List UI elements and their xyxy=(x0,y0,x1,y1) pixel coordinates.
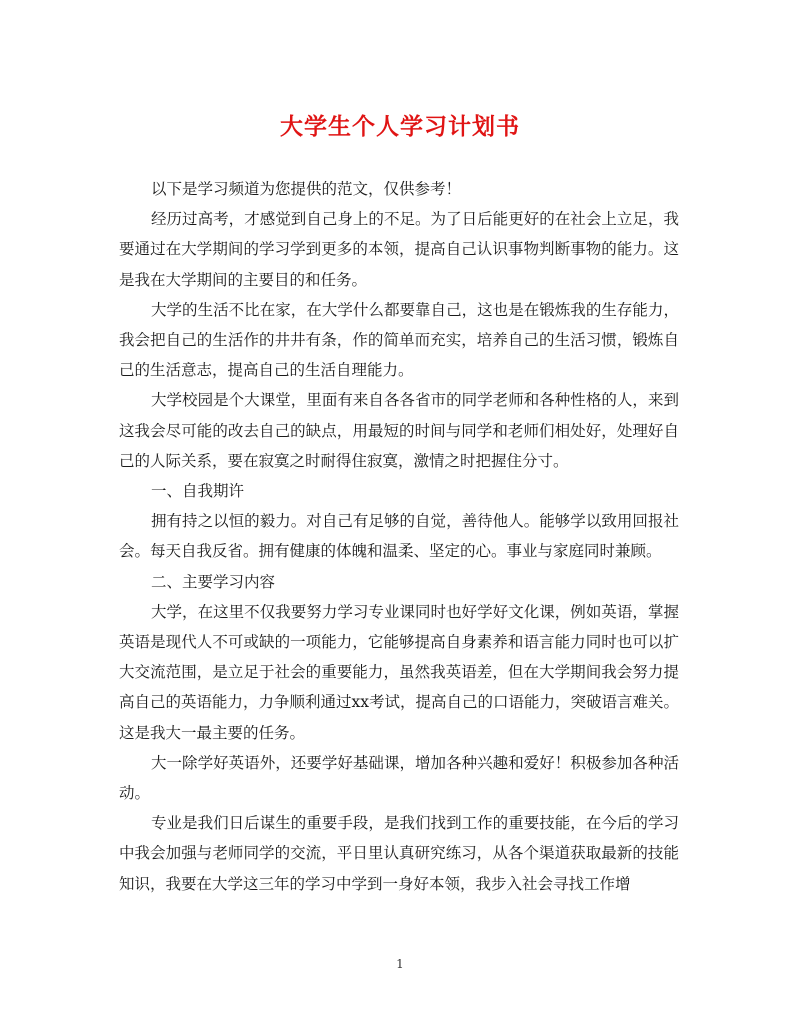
paragraph-english-study: 大学，在这里不仅我要努力学习专业课同时也好学好文化课，例如英语，掌握英语是现代人不可或缺的一项能力，它能够提高自身素养和语言能力同时也可以扩大交流范围，是立足于社会的重要能力，虽然我英语差，但在大学期间我会努力提高自己的英语能力，力争顺利通过xx考试，提高自己的口语能力，突破语言难关。这是我大一最主要的任务。 xyxy=(119,602,679,742)
document-body xyxy=(119,174,679,899)
paragraph-self-expectation: 拥有持之以恒的毅力。对自己有足够的自觉，善待他人。能够学以致用回报社会。每天自我反省。拥有健康的体魄和温柔、坚定的心。事业与家庭同时兼顾。 xyxy=(119,512,679,561)
section-heading-self-expectation: 一、自我期许 xyxy=(151,482,245,501)
paragraph-campus: 大学校园是个大课堂，里面有来自各各省市的同学老师和各种性格的人，来到这我会尽可能的改去自己的缺点，用最短的时间与同学和老师们相处好，处理好自己的人际关系，要在寂寞之时耐得住寂寞，激情之时把握住分寸。 xyxy=(119,391,679,470)
section-heading-study-content: 二、主要学习内容 xyxy=(151,572,276,591)
paragraph-university-life: 大学的生活不比在家，在大学什么都要靠自己，这也是在锻炼我的生存能力，我会把自己的生活作的井井有条，作的简单而充实，培养自己的生活习惯，锻炼自己的生活意志，提高自己的生活自理能力。 xyxy=(119,300,679,380)
paragraph-basic-courses: 大一除学好英语外，还要学好基础课，增加各种兴趣和爱好！积极参加各种活动。 xyxy=(119,753,679,803)
paragraph-intro: 以下是学习频道为您提供的范文，仅供参考！ xyxy=(151,180,462,198)
paragraph-major-skills: 专业是我们日后谋生的重要手段，是我们找到工作的重要技能，在今后的学习中我会加强与老师同学的交流，平日里认真研究练习，从各个渠道获取最新的技能知识，我要在大学这三年的学习中学到一身好本领，我步入社会寻找工作增 xyxy=(119,814,679,893)
paragraph-after-exam: 经历过高考，才感觉到自己身上的不足。为了日后能更好的在社会上立足，我要通过在大学期间的学习学到更多的本领，提高自己认识事物判断事物的能力。这是我在大学期间的主要目的和任务。 xyxy=(119,210,679,289)
document-title: 大学生个人学习计划书 xyxy=(280,113,520,140)
page-number: 1 xyxy=(396,957,404,971)
